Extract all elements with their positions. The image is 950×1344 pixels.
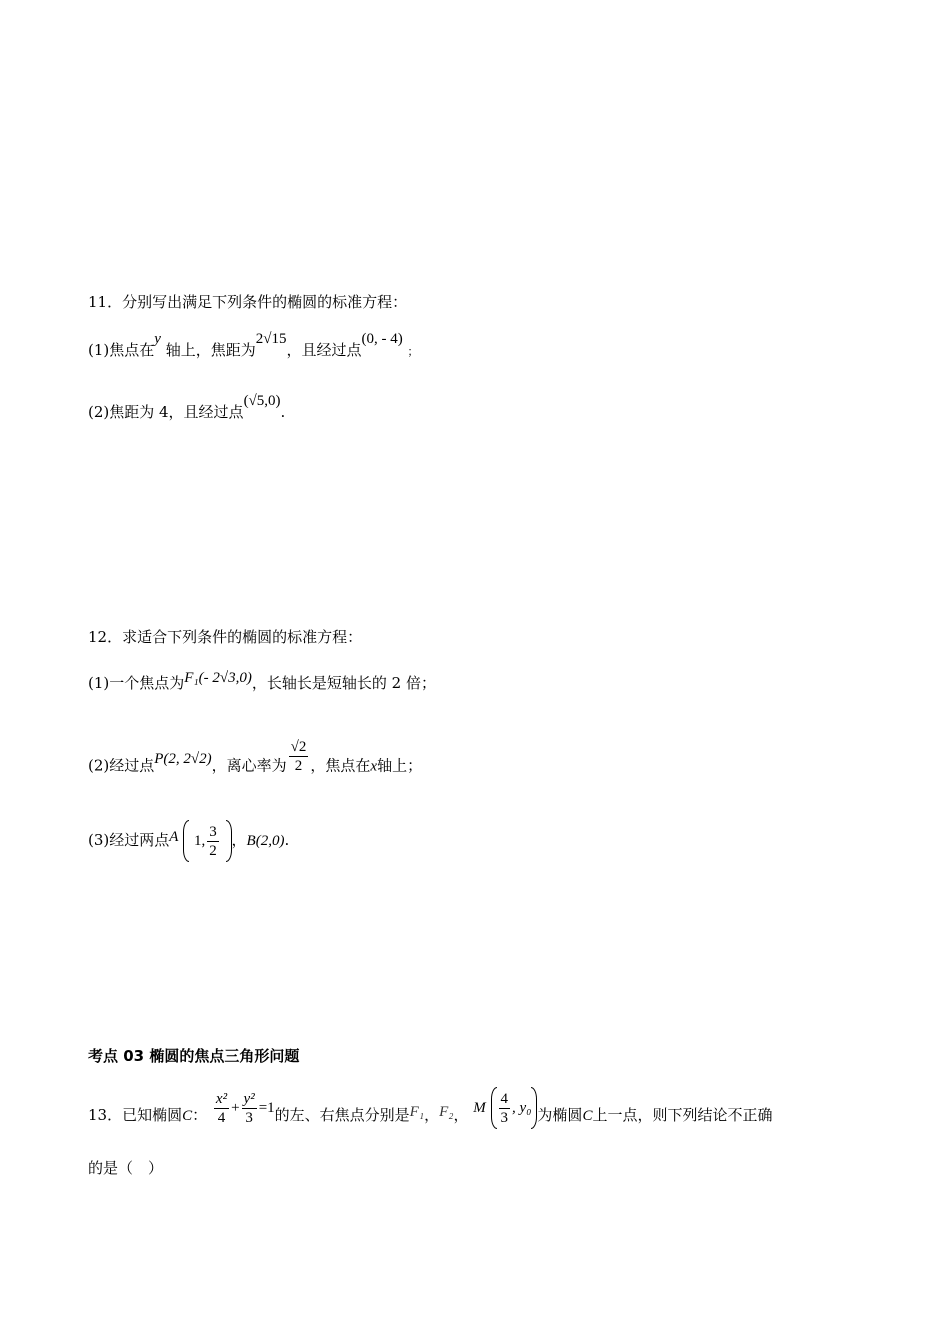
q13-point-m-den: 3 — [500, 1109, 509, 1126]
q11-point: (0, - 4) — [361, 331, 403, 347]
q11-p1-end: ； — [407, 345, 419, 358]
q12-ecc-numerator: √2 — [290, 739, 307, 755]
q12-p2-text-a: (2)经过点 — [88, 756, 155, 775]
q12-p1-text-b: ，长轴长是短轴长的 2 倍； — [251, 674, 436, 692]
q11-part1 — [88, 331, 419, 362]
q11-focal-distance: 2√15 — [255, 331, 287, 347]
q11-title: 11．分别写出满足下列条件的椭圆的标准方程： — [88, 293, 408, 311]
q12-eccentricity — [289, 738, 309, 775]
q13-eq-y-num: y² — [243, 1090, 255, 1107]
q11-p1-text-a: (1)焦点在 — [88, 341, 155, 359]
q12-part2 — [88, 739, 423, 785]
q12-point-a-x: 1, — [193, 833, 206, 849]
q12-part1 — [88, 670, 436, 694]
q13-ellipse-c2: C — [582, 1108, 593, 1124]
q13-comma1: ， — [424, 1106, 440, 1124]
q12-p3-end: . — [284, 831, 290, 849]
q13-eq-x-den: 4 — [217, 1109, 226, 1126]
q13-text-b: 的左、右焦点分别是 — [274, 1106, 410, 1124]
q12-p2-text-d: 轴上； — [377, 756, 423, 775]
q13-point-m-left-paren — [491, 1087, 497, 1129]
q11-p2-end: . — [280, 403, 286, 421]
q11-p1-text-b: 轴上，焦距为 — [165, 341, 256, 359]
q12-part3 — [88, 820, 289, 862]
q13-text-d: 上一点，则下列结论不正确 — [592, 1106, 773, 1124]
q13-point-m-num: 4 — [500, 1090, 509, 1107]
q13-line2: 的是（ ） — [88, 1159, 164, 1177]
q11-p1-text-c: ，且经过点 — [286, 341, 362, 359]
q13-eq-y-frac — [242, 1090, 257, 1127]
q12-point-a-y — [207, 823, 219, 860]
q13-line1 — [88, 1090, 868, 1137]
q13-text-a: 13．已知椭圆 — [88, 1106, 183, 1124]
q11-p2-point: (√5,0) — [243, 393, 281, 409]
q12-title: 12．求适合下列条件的椭圆的标准方程： — [88, 628, 363, 646]
q11-part2 — [88, 393, 286, 423]
q13-point-m-y: , y₀ — [512, 1100, 532, 1116]
q13-colon: ： — [192, 1106, 208, 1124]
q13-f2: F₂ — [439, 1104, 454, 1120]
q12-point-b: B(2,0) — [246, 833, 285, 849]
q12-p3-text-a: (3)经过两点 — [88, 831, 170, 849]
q13-eq-x-frac — [214, 1090, 229, 1127]
q12-point-p: P(2, 2√2) — [154, 750, 212, 767]
q12-point-a-left-paren — [183, 820, 189, 862]
q11-var-y: y — [154, 331, 161, 347]
q12-point-a-y-den: 2 — [209, 842, 217, 859]
q13-point-m-x — [499, 1090, 511, 1127]
q13-f1: F₁ — [409, 1104, 425, 1120]
q12-focus-point: F₁(- 2√3,0) — [184, 670, 252, 686]
q13-eq-x-num: x² — [215, 1090, 228, 1107]
q13-eq-rhs: =1 — [258, 1100, 275, 1116]
q12-p2-text-b: ，离心率为 — [211, 756, 287, 775]
q12-p1-text-a: (1)一个焦点为 — [88, 674, 185, 692]
q13-text-c: 为椭圆 — [537, 1106, 583, 1124]
q13-ellipse-c: C — [182, 1108, 193, 1124]
q11-p2-text-a: (2)焦距为 4，且经过点 — [88, 403, 244, 421]
q13-point-m-label: M — [473, 1100, 486, 1116]
q12-point-a-y-num: 3 — [209, 823, 217, 840]
q12-ecc-denominator: 2 — [294, 758, 303, 774]
q13-eq-y-den: 3 — [245, 1109, 253, 1126]
q13-eq-plus: + — [231, 1100, 240, 1116]
q12-point-a-label: A — [169, 829, 179, 845]
q12-p3-sep: ， — [231, 831, 247, 849]
q12-var-x: x — [370, 758, 378, 775]
q13-comma2: ， — [453, 1106, 469, 1124]
q12-p2-text-c: ，焦点在 — [310, 756, 371, 775]
section-heading: 考点 03 椭圆的焦点三角形问题 — [88, 1047, 300, 1065]
